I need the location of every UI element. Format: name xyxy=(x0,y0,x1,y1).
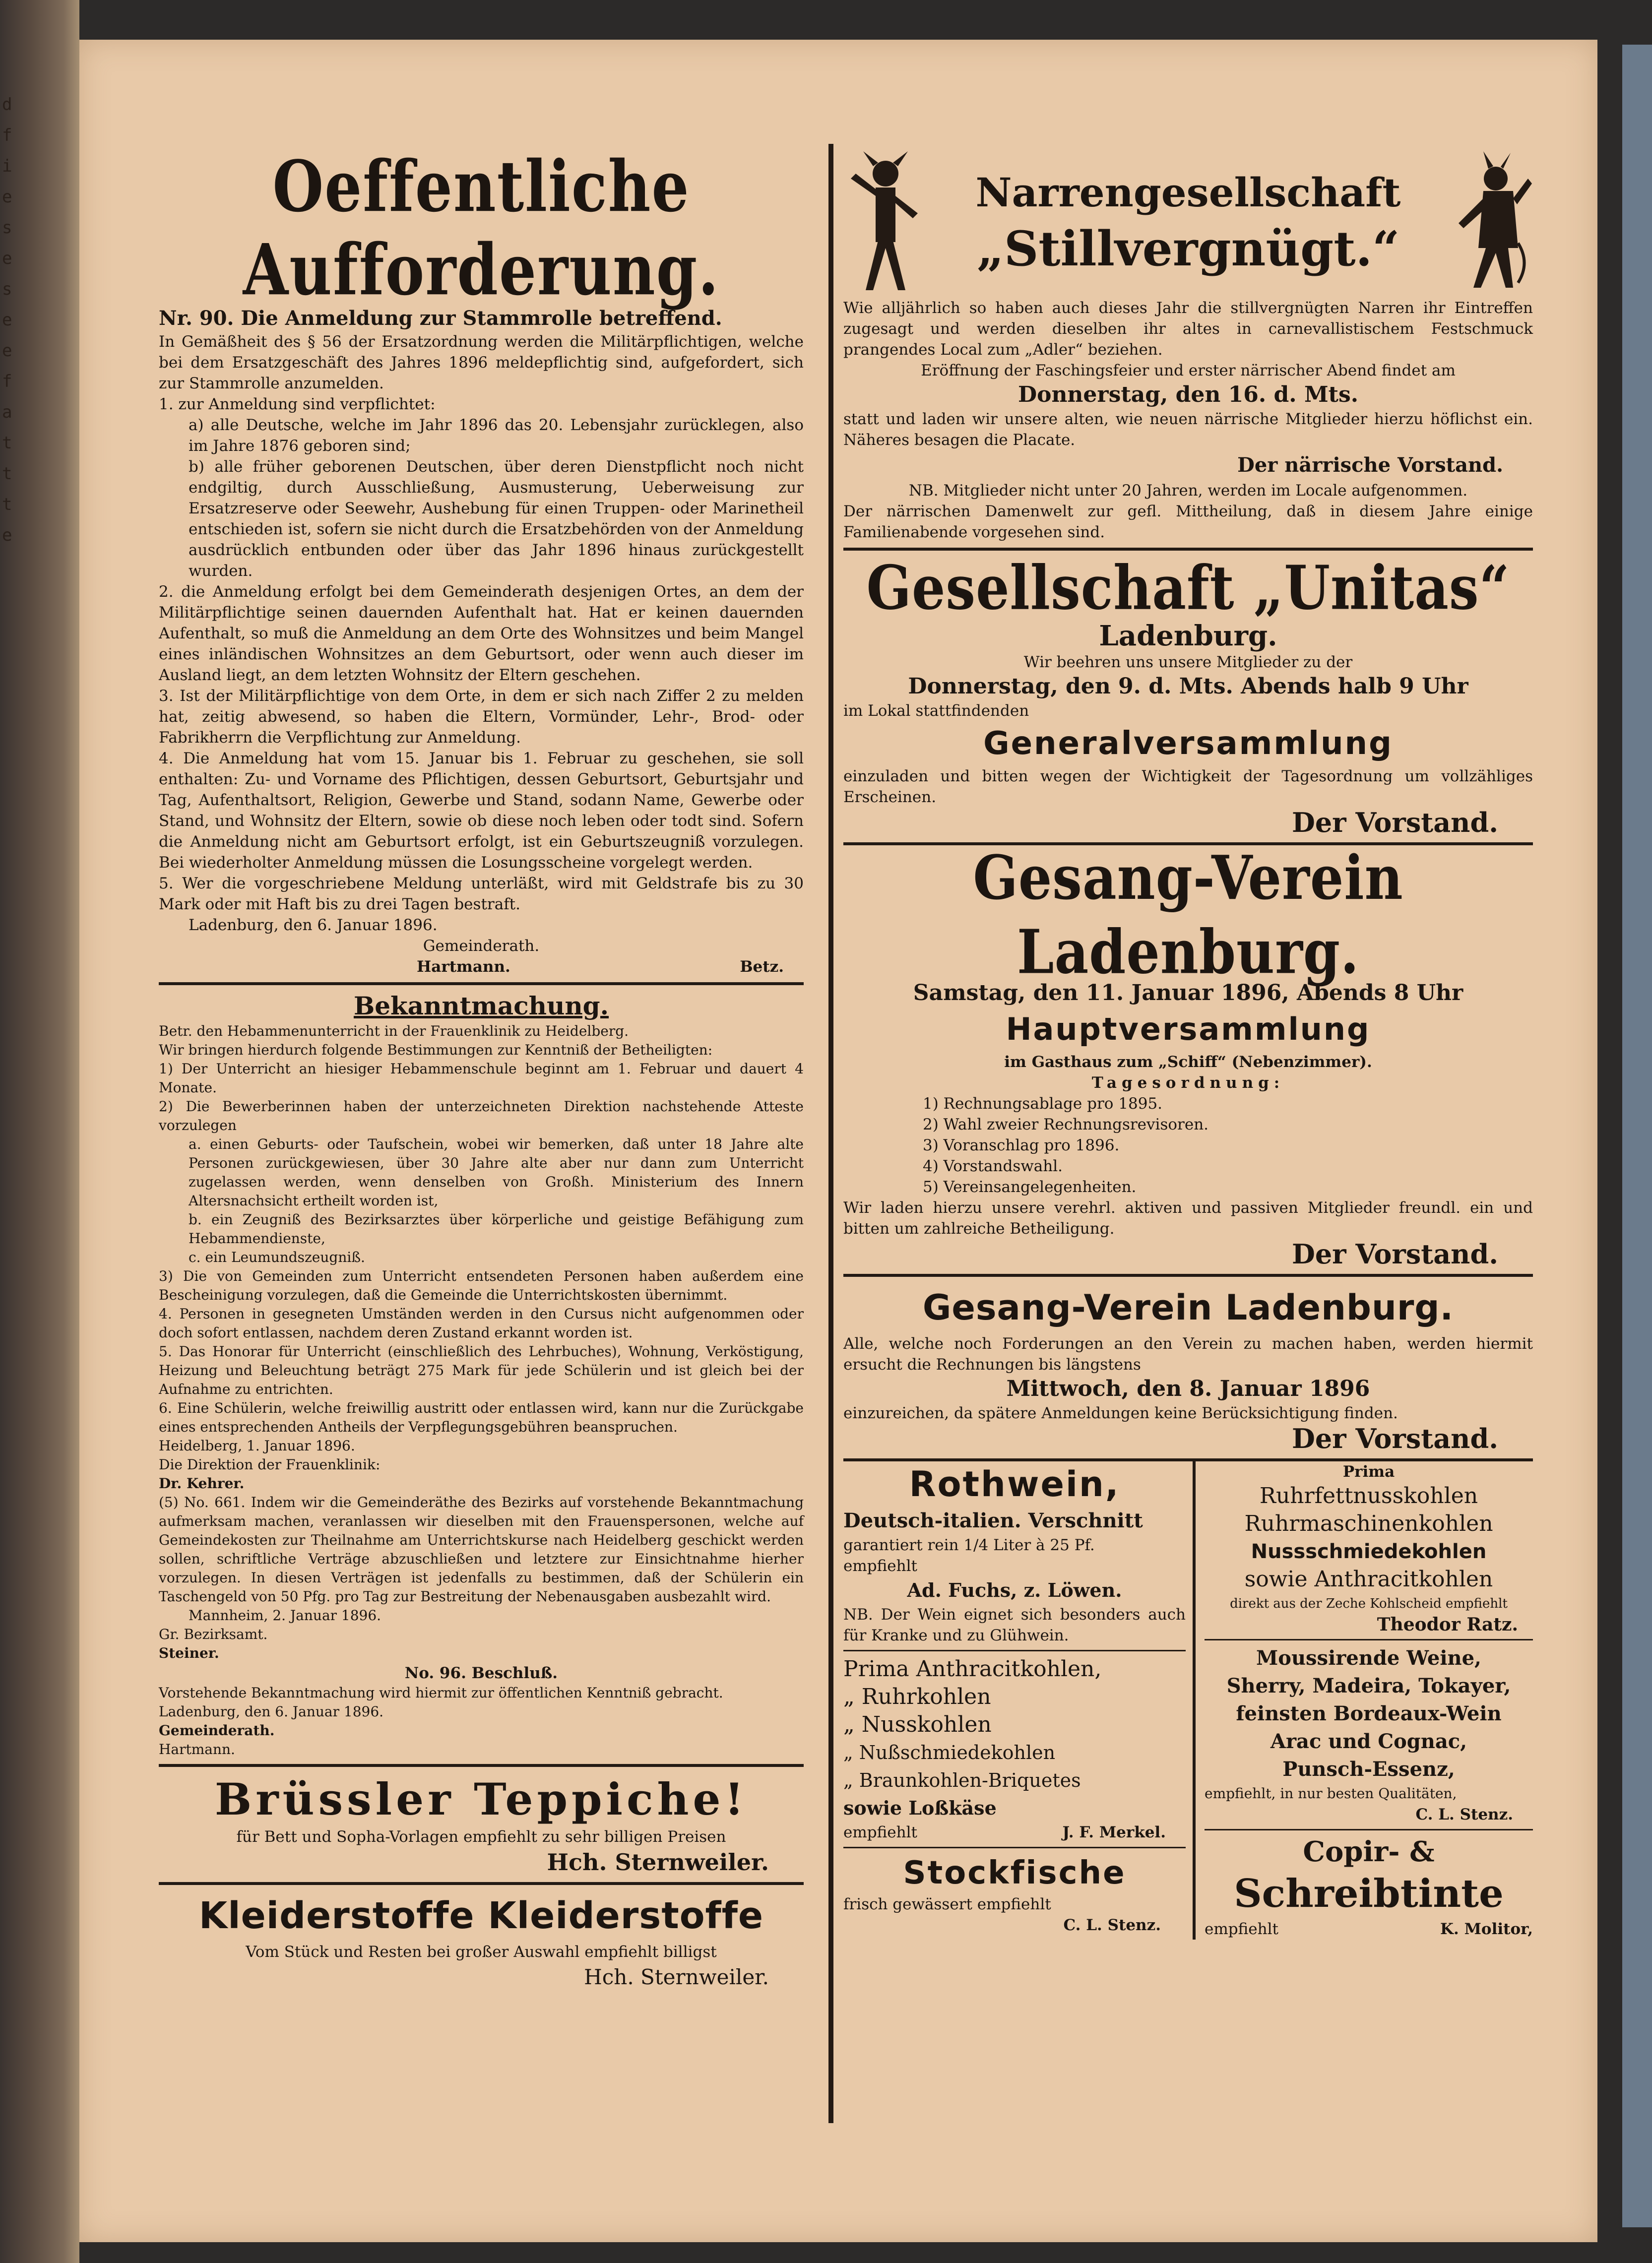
bekanntmachung-intro: Wir bringen hierdurch folgende Bestimmungen zur Kenntniß der Betheiligten: xyxy=(159,1042,713,1058)
narren-nb2: Der närrischen Damenwelt zur gefl. Mittheilung, daß in diesem Jahre einige Familienabende vorgesehen sind. xyxy=(843,503,1533,541)
gesang1-text: Wir laden hierzu unsere verehrl. aktiven und passiven Mitglieder freundl. ein und bitten um zahlreiche Betheiligung. xyxy=(843,1199,1533,1238)
gesang1-title: Gesang-Verein Ladenburg. xyxy=(973,841,1403,988)
kohlen1-signer: Theodor Ratz. xyxy=(1377,1614,1518,1635)
bekanntmachung-item-5: 5. Das Honorar für Unterricht (einschließlich des Lehrbuches), Wohnung, Verköstigung, Heizung und Beleuchtung beträgt 275 Mark für jede Schülerin und ist gleich bei der Aufnahme zu entrichten. xyxy=(159,1343,804,1397)
aufforderung-p3: 3. Ist der Militärpflichtige von dem Orte, in dem er sich nach Ziffer 2 zu melden hat, zeitig abwesend, so haben die Eltern, Vormünder, Lehr-, Brod- oder Fabrikherrn die Verpflichtung zur Anmeldung. xyxy=(159,687,804,747)
binding-letter: f xyxy=(2,126,12,145)
narren-signer: Der närrische Vorstand. xyxy=(1237,453,1503,477)
tinte-title1: Copir- & xyxy=(1303,1835,1435,1868)
gesang1-signer: Der Vorstand. xyxy=(1292,1238,1498,1270)
binding-letter: i xyxy=(2,156,12,176)
kohlen-ratz-ad xyxy=(1205,1461,1533,1635)
weine-ad xyxy=(1205,1644,1533,1825)
aufforderung-p1a: a) alle Deutsche, welche im Jahr 1896 das 20. Lebensjahr zurücklegen, also im Jahre 1876 geboren sind; xyxy=(189,416,804,455)
bekanntmachung-authority: Gemeinderath. xyxy=(159,1722,275,1739)
gesang-ad-1 xyxy=(843,841,1533,1270)
gesang1-place: im Gasthaus zum „Schiff“ (Nebenzimmer). xyxy=(1004,1053,1372,1071)
divider xyxy=(159,1882,804,1885)
small-ads-grid xyxy=(843,1458,1533,1940)
unitas-ad xyxy=(843,552,1533,838)
unitas-text3: einzuladen und bitten wegen der Wichtigkeit der Tagesordnung um vollzähliges Erscheinen. xyxy=(843,767,1533,806)
kohlen1-line2: Ruhrmaschinenkohlen xyxy=(1244,1511,1493,1536)
small-ads-right xyxy=(1196,1461,1533,1940)
bekanntmachung-date2: Mannheim, 2. Januar 1896. xyxy=(189,1607,381,1624)
tinte-title2: Schreibtinte xyxy=(1234,1871,1504,1916)
narren-text: Wie alljährlich so haben auch dieses Jahr die stillvergnügten Narren ihr Eintreffen zugesagt und werden dieselben ihr altes in carnevallistischem Festschmuck prangendes Local zum „Adler“ beziehen. xyxy=(843,299,1533,359)
aufforderung-notice xyxy=(159,145,804,977)
bekanntmachung-betr: Betr. den Hebammenunterricht in der Frauenklinik zu Heidelberg. xyxy=(159,1023,629,1039)
bekanntmachung-item-2a: a. einen Geburts- oder Taufschein, wobei wir bemerken, daß unter 18 Jahre alte Personen zurückgewiesen, über 30 Jahre alte aber nur dann zum Unterricht zugelassen werden, wenn denselben von Großh. Ministerium des Innern Altersnachsicht ertheilt worden ist, xyxy=(189,1136,804,1209)
kohlen2-line7: empfiehlt xyxy=(843,1823,917,1841)
unitas-date: Donnerstag, den 9. d. Mts. Abends halb 9 Uhr xyxy=(908,674,1468,699)
binding-letter: e xyxy=(2,187,12,207)
binding-letter: e xyxy=(2,310,12,330)
bekanntmachung-item-2b: b. ein Zeugniß des Bezirksarztes über körperliche und geistige Befähigung zum Hebammendienste, xyxy=(189,1211,804,1247)
tinte-ad xyxy=(1205,1834,1533,1940)
weine-line5: Punsch-Essenz, xyxy=(1282,1758,1455,1781)
aufforderung-p4: 4. Die Anmeldung hat vom 15. Januar bis 1. Februar zu geschehen, sie soll enthalten: Zu- und Vorname des Pflichtigen, dessen Geburtsort, Geburtsjahr und Tag, Aufenthaltsort, Religion, Gewerbe und Stand, sodann Name, Gewerbe oder Stand, und Wohnsitz der Eltern, sowie ob diese noch leben oder todt sind. Sofern die Anmeldung nicht am Geburtsort erfolgt, ist ein Geburtszeugniß vorzulegen. Bei wiederholter Anmeldung müssen die Losungsscheine vorgelegt werden. xyxy=(159,750,804,872)
bekanntmachung-beschluss: Vorstehende Bekanntmachung wird hiermit zur öffentlichen Kenntniß gebracht. xyxy=(159,1685,723,1701)
bekanntmachung-date3: Ladenburg, den 6. Januar 1896. xyxy=(159,1703,384,1720)
agenda-item: 2) Wahl zweier Rechnungsrevisoren. xyxy=(923,1116,1209,1133)
narren-ad xyxy=(843,149,1533,543)
gesang2-title: Gesang-Verein Ladenburg. xyxy=(922,1287,1454,1328)
teppiche-text: für Bett und Sopha-Vorlagen empfiehlt zu sehr billigen Preisen xyxy=(236,1828,726,1846)
jester-figure-icon xyxy=(843,149,928,298)
bekanntmachung-direktion: Die Direktion der Frauenklinik: xyxy=(159,1456,381,1473)
rothwein-line2: garantiert rein 1/4 Liter à 25 Pf. xyxy=(843,1536,1095,1554)
binding-letter: e xyxy=(2,341,12,361)
unitas-place: Ladenburg. xyxy=(1099,620,1277,652)
rothwein-ad xyxy=(843,1461,1186,1646)
agenda-item: 3) Voranschlag pro 1896. xyxy=(923,1136,1120,1154)
unitas-text: Wir beehren uns unsere Mitglieder zu der xyxy=(1023,653,1353,671)
gesang-ad-2 xyxy=(843,1282,1533,1453)
narren-text3: statt und laden wir unsere alten, wie neuen närrische Mitglieder hierzu höflichst ein. Näheres besagen die Placate. xyxy=(843,410,1533,449)
aufforderung-title: Oeffentliche Aufforderung. xyxy=(243,145,720,311)
kleider-title: Kleiderstoffe Kleiderstoffe xyxy=(198,1894,764,1937)
weine-line4: Arac und Cognac, xyxy=(1270,1730,1467,1753)
teppiche-ad xyxy=(159,1772,804,1877)
divider xyxy=(1205,1829,1533,1830)
aufforderung-signer2: Betz. xyxy=(740,958,784,976)
stockfische-signer: C. L. Stenz. xyxy=(1063,1916,1161,1934)
devil-figure-icon xyxy=(1449,149,1533,298)
narren-title2: „Stillvergnügt.“ xyxy=(976,221,1400,277)
gesang1-date: Samstag, den 11. Januar 1896, Abends 8 Uhr xyxy=(913,980,1463,1006)
aufforderung-intro: In Gemäßheit des § 56 der Ersatzordnung werden die Militärpflichtigen, welche bei dem Ersatzgeschäft des Jahres 1896 meldepflichtig sind, aufgefordert, sich zur Stammrolle anzumelden. xyxy=(159,333,804,392)
narren-text2: Eröffnung der Faschingsfeier und erster närrischer Abend findet am xyxy=(921,362,1456,379)
kohlen1-prima: Prima xyxy=(1342,1463,1395,1481)
narren-date: Donnerstag, den 16. d. Mts. xyxy=(1017,382,1359,407)
binding-letter: d xyxy=(2,95,12,115)
divider xyxy=(843,548,1533,551)
unitas-event: Generalversammlung xyxy=(983,725,1393,762)
rothwein-title: Rothwein, xyxy=(909,1464,1120,1505)
divider xyxy=(843,1274,1533,1277)
gesang1-event: Hauptversammlung xyxy=(1006,1011,1371,1047)
weine-line2: Sherry, Madeira, Tokayer, xyxy=(1226,1674,1511,1697)
small-ads-left xyxy=(843,1461,1196,1940)
aufforderung-p1b: b) alle früher geborenen Deutschen, über deren Dienstpflicht noch nicht endgiltig, durch Ausschließung, Ausmusterung, Ueberweisung zur Ersatzreserve oder Seewehr, Aushebung für einen Truppen- oder Marinetheil entschieden ist, sofern sie nicht durch die Ersatzbehörden von der Anmeldung ausdrücklich entbunden oder über das Jahr 1896 hinaus zurückgestellt wurden. xyxy=(189,458,804,580)
gesang1-agenda-title: Tagesordnung: xyxy=(1091,1074,1285,1092)
bekanntmachung-amt: Gr. Bezirksamt. xyxy=(159,1626,268,1642)
kohlen1-line5: direkt aus der Zeche Kohlscheid empfiehlt xyxy=(1230,1596,1508,1611)
agenda-item: 5) Vereinsangelegenheiten. xyxy=(923,1178,1137,1196)
binding-letter: t xyxy=(2,464,12,484)
agenda-item: 4) Vorstandswahl. xyxy=(923,1157,1063,1175)
book-board-edge xyxy=(1622,45,1652,2227)
bekanntmachung-no96: No. 96. Beschluß. xyxy=(404,1664,558,1682)
aufforderung-subtitle: Nr. 90. Die Anmeldung zur Stammrolle betreffend. xyxy=(159,307,722,330)
binding-letter: e xyxy=(2,249,12,268)
aufforderung-p1: 1. zur Anmeldung sind verpflichtet: xyxy=(159,395,436,413)
teppiche-title: Brüssler Teppiche! xyxy=(214,1773,748,1825)
bekanntmachung-signer3: Steiner. xyxy=(159,1645,219,1661)
weine-line3: feinsten Bordeaux-Wein xyxy=(1236,1702,1502,1725)
aufforderung-p2: 2. die Anmeldung erfolgt bei dem Gemeinderath desjenigen Ortes, an dem der Militärpflichtige seinen dauernden Aufenthalt hat. Hat er keinen dauernden Aufenthalt, so muß die Anmeldung an dem Orte des Wohnsitzes und beim Mangel eines inländischen Wohnsitzes an dem Geburtsort, oder wenn auch dieser im Ausland liegt, an dem letzten Wohnsitz der Eltern geschehen. xyxy=(159,583,804,684)
bekanntmachung-item-2: 2) Die Bewerberinnen haben der unterzeichneten Direktion nachstehende Atteste vorzulegen xyxy=(159,1098,804,1133)
weine-line6: empfiehlt, in nur besten Qualitäten, xyxy=(1205,1785,1457,1802)
unitas-signer: Der Vorstand. xyxy=(1292,807,1498,838)
tinte-text: empfiehlt xyxy=(1205,1920,1278,1938)
gesang2-date: Mittwoch, den 8. Januar 1896 xyxy=(1006,1376,1370,1401)
gesang1-agenda-list xyxy=(843,1093,1533,1197)
aufforderung-date: Ladenburg, den 6. Januar 1896. xyxy=(189,916,438,934)
right-column xyxy=(843,149,1533,1940)
rothwein-signer: Ad. Fuchs, z. Löwen. xyxy=(907,1579,1122,1601)
kohlen2-signer: J. F. Merkel. xyxy=(1062,1823,1166,1841)
stockfische-text: frisch gewässert empfiehlt xyxy=(843,1895,1051,1913)
rothwein-nb: NB. Der Wein eignet sich besonders auch für Kranke und zu Glühwein. xyxy=(843,1606,1186,1644)
kleider-signer: Hch. Sternweiler. xyxy=(584,1965,769,1989)
kohlen2-line1: Prima Anthracitkohlen, xyxy=(843,1656,1102,1682)
bekanntmachung-item-3: 3) Die von Gemeinden zum Unterricht entsendeten Personen haben außerdem eine Bescheinigung vorzulegen, daß die Gemeinde die Unterrichtskosten übernimmt. xyxy=(159,1268,804,1303)
unitas-title: Gesellschaft „Unitas“ xyxy=(866,552,1510,624)
bekanntmachung-date: Heidelberg, 1. Januar 1896. xyxy=(159,1438,355,1454)
kohlen2-line4: „ Nußschmiedekohlen xyxy=(843,1742,1056,1763)
aufforderung-signer: Hartmann. xyxy=(417,958,510,976)
agenda-item: 1) Rechnungsablage pro 1895. xyxy=(923,1095,1163,1113)
newspaper-page xyxy=(79,40,1597,2242)
bekanntmachung-notice xyxy=(159,990,804,1759)
bekanntmachung-item-1: 1) Der Unterricht an hiesiger Hebammenschule beginnt am 1. Februar und dauert 4 Monate. xyxy=(159,1061,804,1096)
bekanntmachung-signer: Dr. Kehrer. xyxy=(159,1475,245,1492)
kohlen1-line3: Nussschmiedekohlen xyxy=(1251,1540,1487,1563)
stockfische-title: Stockfische xyxy=(903,1855,1126,1891)
kohlen1-line4: sowie Anthracitkohlen xyxy=(1244,1567,1493,1592)
gesang2-text2: einzureichen, da spätere Anmeldungen keine Berücksichtigung finden. xyxy=(843,1404,1398,1422)
binding-letter: t xyxy=(2,433,12,453)
binding-letter: a xyxy=(2,402,12,422)
gesang2-signer: Der Vorstand. xyxy=(1292,1423,1498,1454)
column-divider xyxy=(828,144,833,2123)
weine-signer: C. L. Stenz. xyxy=(1415,1806,1513,1823)
bekanntmachung-signer4: Hartmann. xyxy=(159,1741,235,1758)
bekanntmachung-item-6: 6. Eine Schülerin, welche freiwillig austritt oder entlassen wird, kann nur die Zurückgabe eines entsprechenden Antheils der Verpflegungsgebühren beanspruchen. xyxy=(159,1400,804,1435)
left-column xyxy=(159,145,804,1992)
bekanntmachung-title: Bekanntmachung. xyxy=(353,991,609,1020)
aufforderung-authority: Gemeinderath. xyxy=(423,937,540,955)
kohlen2-line6: sowie Loßkäse xyxy=(843,1797,997,1819)
rothwein-line1: Deutsch-italien. Verschnitt xyxy=(843,1509,1143,1532)
binding-letter: t xyxy=(2,495,12,514)
divider xyxy=(159,982,804,985)
weine-line1: Moussirende Weine, xyxy=(1256,1646,1481,1670)
kleider-ad xyxy=(159,1890,804,1992)
bekanntmachung-item-2c: c. ein Leumundszeugniß. xyxy=(189,1249,365,1265)
kohlen2-line2: „ Ruhrkohlen xyxy=(843,1684,991,1709)
binding-letter: e xyxy=(2,525,12,545)
binding-letter: f xyxy=(2,372,12,391)
book-binding xyxy=(0,0,79,2263)
gesang2-text: Alle, welche noch Forderungen an den Verein zu machen haben, werden hiermit ersucht die Rechnungen bis längstens xyxy=(843,1335,1533,1374)
bekanntmachung-item-4: 4. Personen in gesegneten Umständen werden in den Cursus nicht aufgenommen oder doch sofort entlassen, nachdem deren Zustand erkannt worden ist. xyxy=(159,1306,804,1341)
binding-letter: s xyxy=(2,218,12,238)
divider xyxy=(159,1764,804,1767)
aufforderung-p5: 5. Wer die vorgeschriebene Meldung unterläßt, wird mit Geldstrafe bis zu 30 Mark oder mit Haft bis zu drei Tagen bestraft. xyxy=(159,875,804,913)
binding-margin-letters xyxy=(2,89,17,551)
narren-nb: NB. Mitglieder nicht unter 20 Jahren, werden im Locale aufgenommen. xyxy=(908,482,1468,500)
stockfische-ad xyxy=(843,1852,1186,1936)
tinte-signer: K. Molitor, xyxy=(1440,1920,1533,1938)
kohlen2-line3: „ Nusskohlen xyxy=(843,1712,992,1737)
kohlen2-line5: „ Braunkohlen-Briquetes xyxy=(843,1769,1081,1791)
divider xyxy=(843,1847,1186,1848)
unitas-text2: im Lokal stattfindenden xyxy=(843,702,1029,720)
narren-title: Narrengesellschaft xyxy=(975,169,1401,216)
bekanntmachung-no661: (5) No. 661. Indem wir die Gemeinderäthe des Bezirks auf vorstehende Bekanntmachung aufmerksam machen, veranlassen wir dieselben mit den Frauenspersonen, welche auf Gemeindekosten zur Theilnahme am Unterrichtskurse nach Heidelberg geschickt werden sollen, schriftliche Verträge abzuschließen und letztere zur Einsichtnahme hierher vorzulegen. In diesen Verträgen ist jedenfalls zu bestimmen, daß der Schülerin ein Taschengeld von 50 Pfg. pro Tag zur Bestreitung der Nebenausgaben ausbezahlt wird. xyxy=(159,1494,804,1605)
kleider-text: Vom Stück und Resten bei großer Auswahl empfiehlt billigst xyxy=(246,1943,717,1961)
binding-letter: s xyxy=(2,279,12,299)
kohlen1-line1: Ruhrfettnusskohlen xyxy=(1259,1483,1478,1509)
divider xyxy=(843,1650,1186,1651)
divider xyxy=(1205,1639,1533,1640)
teppiche-signer: Hch. Sternweiler. xyxy=(547,1849,769,1876)
rothwein-line3: empfiehlt xyxy=(843,1557,917,1575)
kohlen-merkel-ad xyxy=(843,1655,1186,1843)
